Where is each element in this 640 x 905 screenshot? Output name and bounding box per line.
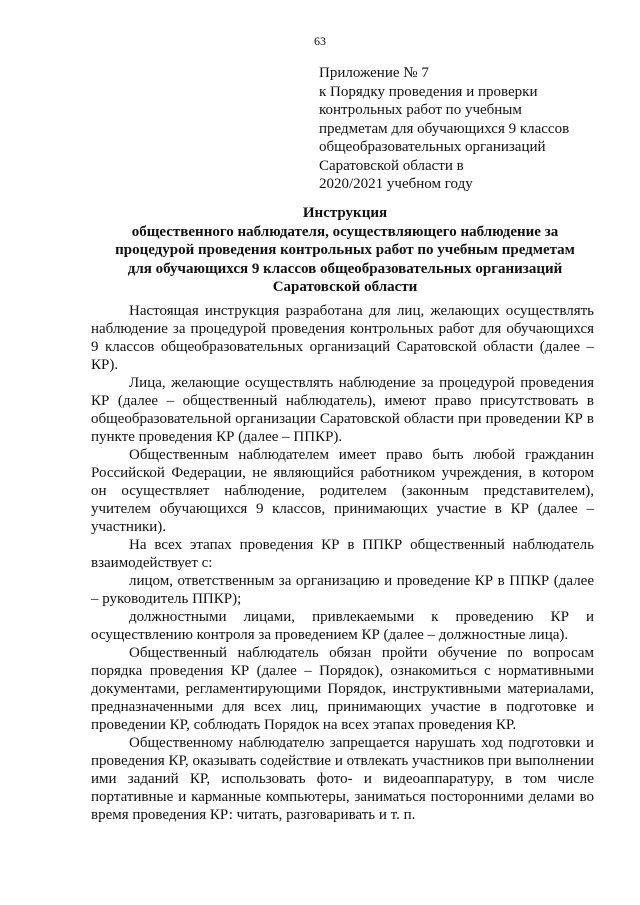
appendix-line: Саратовской области в bbox=[319, 157, 464, 174]
body-paragraph: должностными лицами, привлекаемыми к проведению КР и осуществлению контроля за проведением КР (далее – должностные лица). bbox=[91, 609, 594, 643]
title-line: процедурой проведения контрольных работ по учебным предметам bbox=[115, 242, 575, 258]
body-paragraph: Лица, желающие осуществлять наблюдение за процедурой проведения КР (далее – общественный наблюдатель), имеют право присутствовать в общеобразовательной организации Саратовской области при проведении КР в пункте проведения КР (далее – ППКР). bbox=[91, 375, 594, 445]
appendix-line: контрольных работ по учебным bbox=[319, 102, 522, 118]
instruction-title bbox=[100, 204, 590, 297]
body-paragraph: Общественным наблюдателем имеет право быть любой гражданин Российской Федерации, не являющийся работником учреждения, в котором он осуществляет наблюдение, родителем (законным представителем), учителем обучающихся 9 классов, принимающих участие в КР (далее – участники). bbox=[91, 447, 594, 535]
body-paragraph: Общественному наблюдателю запрещается нарушать ход подготовки и проведения КР, оказывать содействие и отвлекать участников при выполнении ими заданий КР, использовать фото- и видеоаппаратуру, в том числе портативные и карманные компьютеры, заниматься посторонними делами во время проведения КР: читать, разговаривать и т. п. bbox=[91, 735, 594, 823]
appendix-line: 2020/2021 учебном году bbox=[319, 176, 473, 192]
appendix-line: к Порядку проведения и проверки bbox=[319, 83, 538, 100]
title-line: для обучающихся 9 классов общеобразовательных организаций bbox=[127, 260, 563, 277]
body-paragraph: Общественный наблюдатель обязан пройти обучение по вопросам порядка проведения КР (далее – Порядок), ознакомиться с нормативными документами, регламентирующими Порядок, инструктивными материалами, предназначенными для всех лиц, принимающих участие в подготовке и проведении КР, соблюдать Порядок на всех этапах проведения КР. bbox=[91, 645, 594, 733]
body-paragraph: Настоящая инструкция разработана для лиц, желающих осуществлять наблюдение за процедурой проведения контрольных работ для обучающихся 9 классов общеобразовательных организаций Саратовской области (далее – КР). bbox=[91, 303, 594, 373]
appendix-line: Приложение № 7 bbox=[319, 65, 429, 81]
body-paragraph: На всех этапах проведения КР в ППКР общественный наблюдатель взаимодействует с: bbox=[91, 537, 594, 571]
appendix-line: общеобразовательных организаций bbox=[319, 139, 546, 155]
instruction-body bbox=[91, 302, 594, 824]
title-line: общественного наблюдателя, осуществляющего наблюдение за bbox=[131, 223, 559, 240]
page-number: 63 bbox=[314, 34, 326, 48]
appendix-line: предметам для обучающихся 9 классов bbox=[319, 120, 570, 137]
appendix-header bbox=[319, 64, 619, 194]
title-line: Саратовской области bbox=[272, 279, 418, 295]
body-paragraph: лицом, ответственным за организацию и проведение КР в ППКР (далее – руководитель ППКР); bbox=[91, 573, 594, 607]
title-line: Инструкция bbox=[302, 205, 388, 221]
